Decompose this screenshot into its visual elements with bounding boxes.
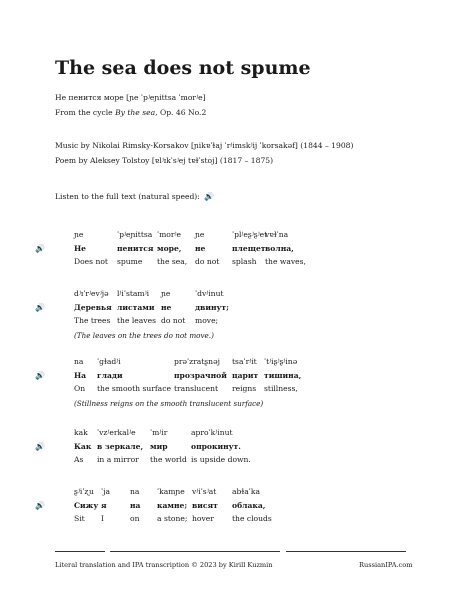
russian-word: На	[74, 371, 87, 380]
translation-note: (The leaves on the trees do not move.)	[74, 331, 214, 340]
russian-word: плещет	[232, 244, 266, 253]
english-word: do not	[161, 316, 186, 325]
english-word: Does not	[74, 257, 108, 266]
english-word: The trees	[74, 316, 111, 325]
russian-word: опрокинут.	[191, 442, 241, 451]
english-word: move;	[195, 316, 219, 325]
speaker-icon[interactable]: 🔊	[35, 442, 45, 451]
listen-label: Listen to the full text (natural speed):	[55, 192, 200, 201]
music-credit: Music by Nikolai Rimsky-Korsakov [ɲikɐˈɫaj ˈrʲimskʲij ˈkorsakəf] (1844 – 1908)	[55, 141, 354, 150]
english-word: On	[74, 384, 86, 393]
stanza	[0, 487, 464, 547]
stanza	[0, 357, 464, 417]
russian-word: тишина,	[264, 371, 302, 380]
english-word: Sit	[74, 514, 85, 523]
english-word: a stone;	[157, 514, 188, 523]
ipa-word: ˈja	[101, 487, 110, 496]
speaker-icon[interactable]: 🔊	[35, 371, 45, 380]
russian-word: я	[101, 501, 107, 510]
ipa-word: na	[130, 487, 140, 496]
footer-copyright: Literal translation and IPA transcription © 2023 by Kirill Kuzmin	[55, 561, 273, 569]
english-word: the leaves	[117, 316, 156, 325]
russian-word: Деревья	[74, 303, 112, 312]
russian-word: облака,	[232, 501, 266, 510]
cycle-info: From the cycle By the sea, Op. 46 No.2	[55, 108, 207, 117]
ipa-word: vɐɫˈna	[265, 230, 289, 239]
ipa-word: ˈkamɲe	[157, 487, 185, 496]
footer-rule	[110, 551, 280, 552]
stanza	[0, 289, 464, 349]
russian-word: царит	[232, 371, 259, 380]
listen-full-text	[55, 192, 214, 201]
russian-word: камне;	[157, 501, 188, 510]
ipa-word: ˈplʲeʂʲʂʲet	[232, 230, 268, 239]
english-word: the waves,	[265, 257, 306, 266]
ipa-word: ˈpʲeɲittsa	[117, 230, 153, 239]
russian-word: на	[130, 501, 141, 510]
ipa-word: tsaˈrʲit	[232, 357, 257, 366]
russian-word: море,	[157, 244, 182, 253]
english-word: splash	[232, 257, 257, 266]
ipa-word: prəˈzratʂnəj	[174, 357, 220, 366]
english-word: is upside down.	[191, 455, 251, 464]
russian-word: мир	[150, 442, 168, 451]
ipa-word: ˈdvʲinut	[195, 289, 224, 298]
ipa-word: na	[74, 357, 84, 366]
english-word: hover	[192, 514, 214, 523]
stanza	[0, 230, 464, 290]
russian-title: Не пенится море [ɲe ˈpʲeɲittsa ˈmorʲe]	[55, 93, 206, 102]
stanza	[0, 428, 464, 488]
speaker-icon[interactable]: 🔊	[204, 192, 215, 201]
russian-word: волна,	[265, 244, 294, 253]
english-word: stillness,	[264, 384, 298, 393]
ipa-word: ɲe	[195, 230, 205, 239]
english-word: reigns	[232, 384, 257, 393]
russian-word: прозрачной	[174, 371, 227, 380]
russian-word: Сижу	[74, 501, 99, 510]
ipa-word: lʲiˈstamʲi	[117, 289, 150, 298]
page-title: The sea does not spume	[55, 57, 311, 79]
ipa-word: kak	[74, 428, 88, 437]
english-word: spume	[117, 257, 143, 266]
ipa-word: ɲe	[161, 289, 171, 298]
speaker-icon[interactable]: 🔊	[35, 244, 45, 253]
footer-rule	[55, 551, 105, 552]
poem-credit: Poem by Aleksey Tolstoy [ɐlʲɪkˈsʲej tɐɫˈstoj] (1817 – 1875)	[55, 156, 274, 165]
ipa-word: abɫaˈka	[232, 487, 261, 496]
english-word: the world	[150, 455, 187, 464]
ipa-word: dʲɪˈrʲevʲjə	[74, 289, 109, 298]
russian-word: висят	[192, 501, 218, 510]
speaker-icon[interactable]: 🔊	[35, 303, 45, 312]
english-word: I	[101, 514, 104, 523]
ipa-word: ˈvzʲerkalʲe	[97, 428, 136, 437]
ipa-word: vʲiˈsʲat	[192, 487, 217, 496]
english-word: translucent	[174, 384, 219, 393]
russian-word: пенится	[117, 244, 154, 253]
russian-word: Как	[74, 442, 92, 451]
footer-rule	[286, 551, 406, 552]
speaker-icon[interactable]: 🔊	[35, 501, 45, 510]
english-word: As	[74, 455, 84, 464]
russian-word: двинут;	[195, 303, 229, 312]
ipa-word: ʂʲiˈʐu	[74, 487, 94, 496]
ipa-word: aproˈkʲinut	[191, 428, 233, 437]
english-word: do not	[195, 257, 220, 266]
footer-site-link[interactable]: RussianIPA.com	[359, 561, 413, 569]
ipa-word: ɲe	[74, 230, 84, 239]
russian-word: в зеркале,	[97, 442, 144, 451]
russian-word: глади	[97, 371, 123, 380]
russian-word: не	[195, 244, 206, 253]
ipa-word: ˈmʲir	[150, 428, 168, 437]
ipa-word: ˈtʲiʂʲʂʲinə	[264, 357, 298, 366]
english-word: the clouds	[232, 514, 272, 523]
english-word: the smooth surface	[97, 384, 171, 393]
russian-word: не	[161, 303, 172, 312]
english-word: on	[130, 514, 140, 523]
ipa-word: ˈɡɫadʲi	[97, 357, 121, 366]
russian-word: Не	[74, 244, 87, 253]
english-word: in a mirror	[97, 455, 139, 464]
translation-note: (Stillness reigns on the smooth translucent surface)	[74, 399, 264, 408]
english-word: the sea,	[157, 257, 188, 266]
ipa-word: ˈmorʲe	[157, 230, 181, 239]
russian-word: листами	[117, 303, 155, 312]
